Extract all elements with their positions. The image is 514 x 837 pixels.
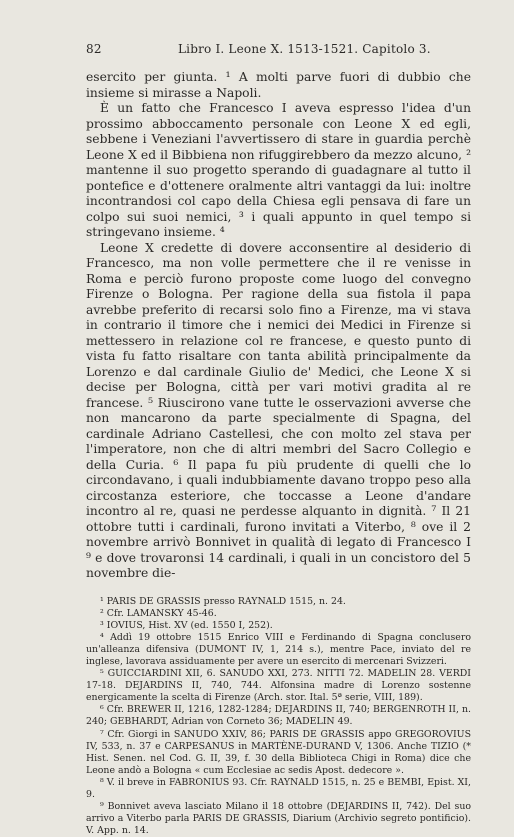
footnote: ² Cfr. LAMANSKY 45-46.	[86, 608, 471, 620]
page-header	[86, 42, 471, 56]
footnote: ⁵ GUICCIARDINI XII, 6. SANUDO XXI, 273. NITTI 72. MADELIN 28. VERDI 17-18. DEJARDINS II, 740, 744. Alfonsina madre di Lorenzo sostenne energicamente la scelta di Firenze (Arch. stor. Ital. 5ª serie, VIII, 189).	[86, 668, 471, 704]
footnote: ⁷ Cfr. Giorgi in SANUDO XXIV, 86; PARIS DE GRASSIS appo GREGOROVIUS IV, 533, n. 37 e CARPESANUS in MARTÈNE-DURAND V, 1306. Anche TIZIO (* Hist. Senen. nel Cod. G. II, 39, f. 30 della Biblioteca Chigi in Roma) dice che Leone andò a Bologna « cum Ecclesiae ac sedis Apost. dedecore ».	[86, 729, 471, 777]
paragraph: È un fatto che Francesco I aveva espresso l'idea d'un prossimo abboccamento personale con Leone X ed egli, sebbene i Veneziani l'avvertissero di stare in guardia perchè Leone X ed il Bibbiena non rifuggirebbero da mezzo alcuno, ² mantenne il suo progetto sperando di guadagnare al tutto il pontefice e d'ottenere oralmente altri vantaggi da lui: inoltre incontrandosi col capo della Chiesa egli pensava di fare un colpo sui suoi nemici, ³ i quali appunto in quel tempo si stringevano insieme. ⁴	[86, 101, 471, 241]
footnote: ⁶ Cfr. BREWER II, 1216, 1282-1284; DEJARDINS II, 740; BERGENROTH II, n. 240; GEBHARDT, Adrian von Corneto 36; MADELIN 49.	[86, 704, 471, 728]
running-title: Libro I. Leone X. 1513-1521. Capitolo 3.	[178, 42, 471, 56]
main-text	[86, 70, 471, 582]
footnote: ⁹ Bonnivet aveva lasciato Milano il 18 ottobre (DEJARDINS II, 742). Del suo arrivo a Viterbo parla PARIS DE GRASSIS, Diarium (Archivio segreto pontificio). V. App. n. 14.	[86, 801, 471, 837]
page-number: 82	[86, 42, 178, 56]
paragraph: esercito per giunta. ¹ A molti parve fuori di dubbio che insieme si mirasse a Napoli.	[86, 70, 471, 101]
footnote: ³ IOVIUS, Hist. XV (ed. 1550 I, 252).	[86, 620, 471, 632]
footnote: ⁴ Addì 19 ottobre 1515 Enrico VIII e Ferdinando di Spagna conclusero un'alleanza difensiva (DUMONT IV, 1, 214 s.), mentre Pace, inviato del re inglese, lavorava assiduamente per avere un esercito di mercenari Svizzeri.	[86, 632, 471, 668]
footnote: ¹ PARIS DE GRASSIS presso RAYNALD 1515, n. 24.	[86, 596, 471, 608]
footnotes	[86, 596, 471, 837]
footnote: ⁸ V. il breve in FABRONIUS 93. Cfr. RAYNALD 1515, n. 25 e BEMBI, Epist. XI, 9.	[86, 777, 471, 801]
paragraph: Leone X credette di dovere acconsentire al desiderio di Francesco, ma non volle permettere che il re venisse in Roma e perciò furono proposte come luogo del convegno Firenze o Bologna. Per ragione della sua fistola il papa avrebbe preferito di recarsi solo fino a Firenze, ma vi stava in contrario il timore che i nemici dei Medici in Firenze si mettessero in relazione col re francese, e questo punto di vista fu fatto risaltare con tanta abilità principalmente da Lorenzo e dal cardinale Giulio de' Medici, che Leone X si decise per Bologna, città per vari motivi gradita al re francese. ⁵ Riuscirono vane tutte le osservazioni avverse che non mancarono da parte specialmente di Spagna, del cardinale Adriano Castellesi, che con molto zel stava per l'imperatore, non che di altri membri del Sacro Collegio e della Curia. ⁶ Il papa fu più prudente di quelli che lo circondavano, i quali indubbiamente davano troppo peso alla circostanza esteriore, che toccasse a Leone d'andare incontro al re, quasi ne perdesse alquanto in dignità. ⁷ Il 21 ottobre tutti i cardinali, furono invitati a Viterbo, ⁸ ove il 2 novembre arrivò Bonnivet in qualità di legato di Francesco I ⁹ e dove trovaronsi 14 cardinali, i quali in un concistoro del 5 novembre die-	[86, 241, 471, 582]
